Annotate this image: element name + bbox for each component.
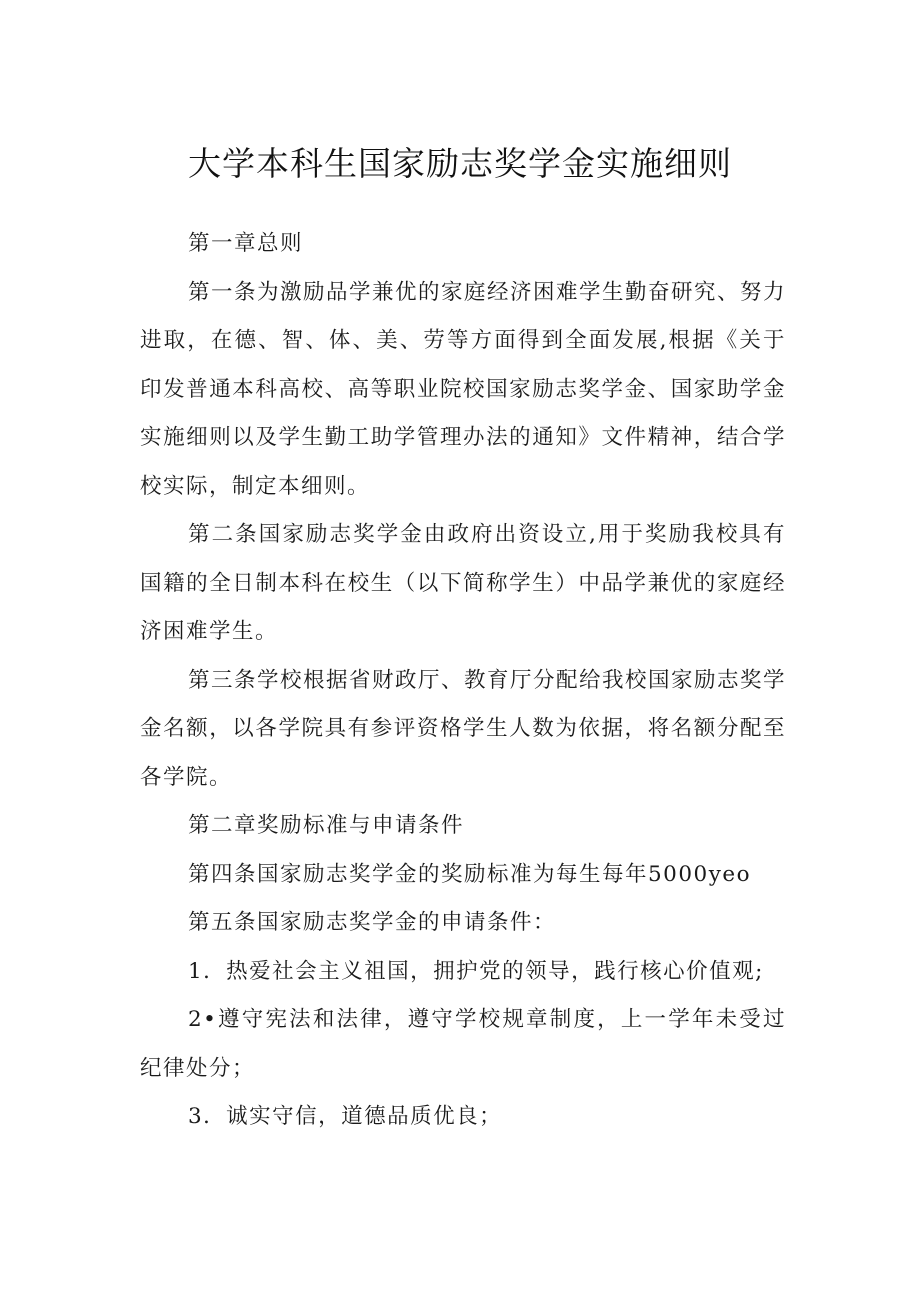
condition-item-1: 1．热爱社会主义祖国，拥护党的领导，践行核心价值观; [188, 958, 764, 984]
article-1: 第一条为激励品学兼优的家庭经济困难学生勤奋研究、努力进取，在德、智、体、美、劳等方面得到全面发展,根据《关于印发普通本科高校、高等职业院校国家励志奖学金、国家助学金实施细则以及学生勤工助学管理办法的通知》文件精神，结合学校实际，制定本细则。 [140, 279, 787, 499]
article-2: 第二条国家励志奖学金由政府出资设立,用于奖励我校具有国籍的全日制本科在校生（以下简称学生）中品学兼优的家庭经济困难学生。 [140, 522, 786, 644]
chapter-heading-1: 第一章总则 [188, 231, 304, 256]
article-4: 第四条国家励志奖学金的奖励标准为每生每年5000yeo [188, 861, 752, 887]
chapter-heading-2: 第二章奖励标准与申请条件 [188, 813, 465, 838]
condition-item-3: 3．诚实守信，道德品质优良； [188, 1104, 503, 1129]
article-3: 第三条学校根据省财政厅、教育厅分配给我校国家励志奖学金名额，以各学院具有参评资格学生人数为依据，将名额分配至各学院。 [140, 667, 787, 790]
document-body [140, 220, 786, 1142]
document-title: 大学本科生国家励志奖学金实施细则 [188, 144, 732, 183]
article-5: 第五条国家励志奖学金的申请条件： [188, 910, 557, 935]
condition-item-2: 2•遵守宪法和法律，遵守学校规章制度，上一学年未受过纪律处分； [140, 1007, 786, 1081]
